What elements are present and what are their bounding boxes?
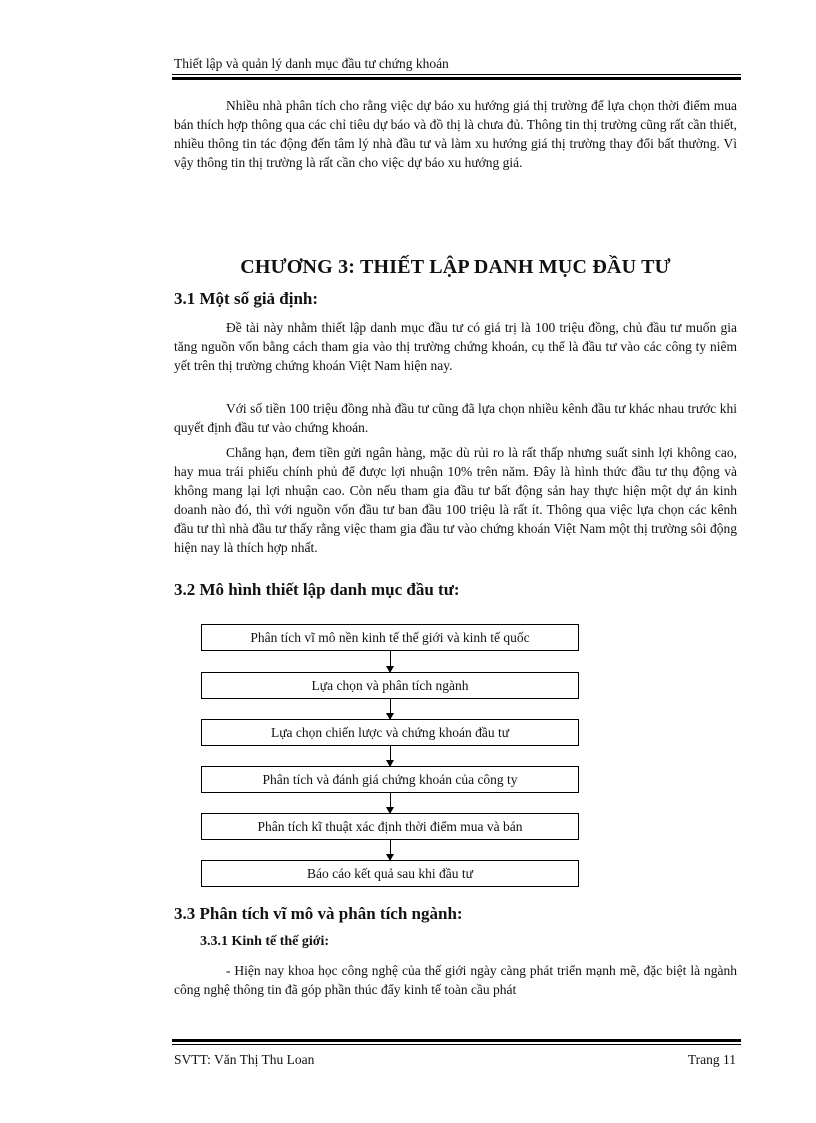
flow-step-1: Phân tích vĩ mô nền kinh tế thế giới và kinh tế quốc [201,624,579,651]
flow-step-4: Phân tích và đánh giá chứng khoán của công ty [201,766,579,793]
flow-arrow-1 [390,651,391,672]
flow-step-2: Lựa chọn và phân tích ngành [201,672,579,699]
section-3-3-heading: 3.3 Phân tích vĩ mô và phân tích ngành: [174,904,463,923]
header-divider-thick [172,77,741,80]
section-3-1-heading: 3.1 Một số giả định: [174,289,319,308]
flow-arrow-3 [390,746,391,766]
flow-step-5: Phân tích kĩ thuật xác định thời điểm mua và bán [201,813,579,840]
chapter-title: CHƯƠNG 3: THIẾT LẬP DANH MỤC ĐẦU TƯ [240,256,671,278]
flow-arrow-5 [390,840,391,860]
footer-divider-thin [172,1044,741,1045]
flow-arrow-4 [390,793,391,813]
footer-divider-thick [172,1039,741,1042]
section-3-1-paragraph-1: Đề tài này nhằm thiết lập danh mục đầu tư có giá trị là 100 triệu đồng, chủ đầu tư muốn gia tăng nguồn vốn bằng cách tham gia vào thị trường chứng khoán, cụ thể là đầu tư vào các công ty niêm yết trên thị trường chứng khoán Việt Nam hiện nay. [174,320,737,373]
section-3-1-paragraph-2: Với số tiền 100 triệu đồng nhà đầu tư cũng đã lựa chọn nhiều kênh đầu tư khác nhau trước khi quyết định đầu tư vào chứng khoán. [174,401,737,435]
footer-page-number: Trang 11 [687,1052,736,1067]
flow-arrow-2 [390,699,391,719]
intro-paragraph: Nhiều nhà phân tích cho rằng việc dự báo xu hướng giá thị trường để lựa chọn thời điểm mua bán thích hợp thông qua các chỉ tiêu dự báo và đồ thị là chưa đủ. Thông tin thị trường cũng rất cần thiết, nhiều thông tin tác động đến tâm lý nhà đầu tư và làm xu hướng giá thị trường thay đổi bất thường. Vì vậy thông tin thị trường là rất cần cho việc dự báo xu hướng giá. [174,98,737,170]
section-3-3-1-paragraph: - Hiện nay khoa học công nghệ của thế giới ngày càng phát triển mạnh mẽ, đặc biệt là ngành công nghệ thông tin đã góp phần thúc đẩy kinh tế toàn cầu phát [174,963,737,997]
flow-step-3: Lựa chọn chiến lược và chứng khoán đầu tư [201,719,579,746]
footer-author: SVTT: Văn Thị Thu Loan [174,1052,315,1067]
section-3-1-paragraph-3: Chẳng hạn, đem tiền gửi ngân hàng, mặc dù rủi ro là rất thấp nhưng suất sinh lợi không cao, hay mua trái phiếu chính phủ để được lợi nhuận 10% trên năm. Đây là hình thức đầu tư thụ động và không mang lại lợi nhuận cao. Còn nếu tham gia đầu tư bất động sản hay thực hiện một dự án kinh doanh nào đó, thì với nguồn vốn đầu tư ban đầu 100 triệu là rất ít. Thông qua việc lựa chọn các kênh đầu tư thì nhà đầu tư thấy rằng việc tham gia đầu tư vào chứng khoán Việt Nam một thị trường sôi động hiện nay là thích hợp nhất. [174,445,737,555]
header-divider-thin [172,74,741,75]
flow-step-6: Báo cáo kết quả sau khi đầu tư [201,860,579,887]
running-header: Thiết lập và quản lý danh mục đầu tư chứng khoán [174,56,449,71]
section-3-3-1-heading: 3.3.1 Kinh tế thế giới: [200,934,330,949]
section-3-2-heading: 3.2 Mô hình thiết lập danh mục đầu tư: [174,580,460,599]
